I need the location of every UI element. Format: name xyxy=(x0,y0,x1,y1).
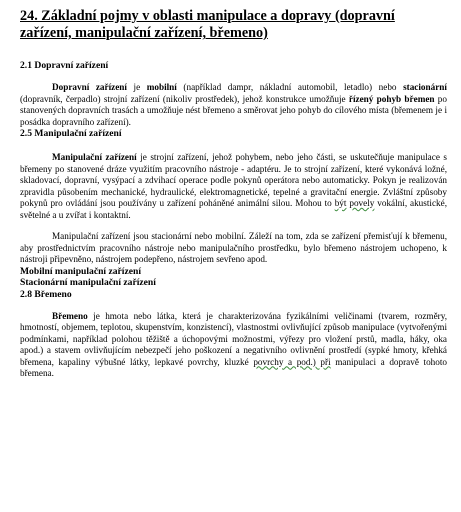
text-fragment: (dopravník, čerpadlo) strojní zařízení (nikoliv prostředek), jehož konstrukce umožňuje xyxy=(20,93,349,104)
spellcheck-phrase: povrchy a pod.) při xyxy=(253,356,331,367)
section-heading-bremeno: 2.8 Břemeno xyxy=(20,288,72,300)
text-fragment: manipulaci a dopravě tohoto břemena. xyxy=(20,356,448,378)
term-rizeny-pohyb-bremen: řízený pohyb břemen xyxy=(348,93,435,104)
term-manipulacni-zarizeni: Manipulační zařízení xyxy=(52,152,137,162)
term-bremeno: Břemeno xyxy=(52,310,88,321)
text-fragment: vokální, akustické, světelné a u zvířat i kontaktní. xyxy=(20,198,448,220)
document-title: 24. Základní pojmy v oblasti manipulace a dopravy (dopravní zařízení, manipulační zařízení, břemeno) xyxy=(20,8,395,41)
term-dopravni-zarizeni: Dopravní zařízení xyxy=(52,82,127,92)
paragraph-manipulacni-zarizeni xyxy=(20,152,447,221)
text-fragment: je xyxy=(126,82,147,92)
line-stacionarni-manipulacni-zarizeni: Stacionární manipulační zařízení xyxy=(20,277,156,288)
section-heading-manipulacni-zarizeni: 2.5 Manipulační zařízení xyxy=(20,128,122,139)
term-mobilni: mobilní xyxy=(146,82,177,92)
term-stacionarni: stacionární xyxy=(403,82,447,92)
text-fragment: je strojní zařízení, jehož pohybem, nebo jeho části, se uskutečňuje manipulace s břemeny po stanovené dráze využitím pracovního nástroje - adaptéru. Je to strojní zařízení, které vykonává ložné, skladovací, dopravní, vysýpací a zdvihací operace podle pokynů operátora nebo automaticky. Pokyn je realizován zpravidla působením mechanické, hydraulické, elektromagnetické, tepelné a gravitační energie. Zvláštní způsoby pokynů pro ovládání jsou používány u zařízení poháněné animální silou. Mohou to xyxy=(20,152,447,208)
paragraph-dopravni-zarizeni xyxy=(20,82,447,128)
spellcheck-word: být xyxy=(334,198,347,208)
line-mobilni-manipulacni-zarizeni: Mobilní manipulační zařízení xyxy=(20,265,141,277)
paragraph-stacionarni-mobilni: Manipulační zařízení jsou stacionární nebo mobilní. Záleží na tom, zda se zařízení přemisťují k břemenu, aby prostřednictvím pracovního nástroje nebo manipulačního prostředku, bylo břemeno nástrojem uchopeno, k nástroji připevněno, nástrojem podepřeno, nástrojem sevřeno apod. xyxy=(20,231,447,264)
text-fragment: je hmota nebo látka, která je charakterizována fyzikálními veličinami (tvarem, rozměry, hmotností, objemem, teplotou, skupenstvím, konzistencí), vlastnostmi ovlivňující způsob manipulace (vytvořenými podmínkami, například polohou těžiště a úchopovými možnostmi, výřezy pro vložení prstů, madla, háky, oka apod.) a stavem ovlivňujícím nebezpečí jeho poškození a negativního ovlivnění prostředí (sypké hmoty, křehká břemena, kapaliny výbušné látky, lepkavé povrchy, kluzké xyxy=(20,310,447,367)
text-fragment: po stanovených dopravních trasách a umožňuje nést břemeno a směrovat jeho pohyb do cílového místa (břemenem je i posádka dopravního zařízení). xyxy=(20,93,447,127)
text-fragment: (například dampr, nákladní automobil, letadlo) nebo xyxy=(176,82,404,92)
spellcheck-word: povely xyxy=(349,198,375,208)
paragraph-bremeno xyxy=(20,311,447,380)
section-heading-dopravni-zarizeni: 2.1 Dopravní zařízení xyxy=(20,60,109,71)
